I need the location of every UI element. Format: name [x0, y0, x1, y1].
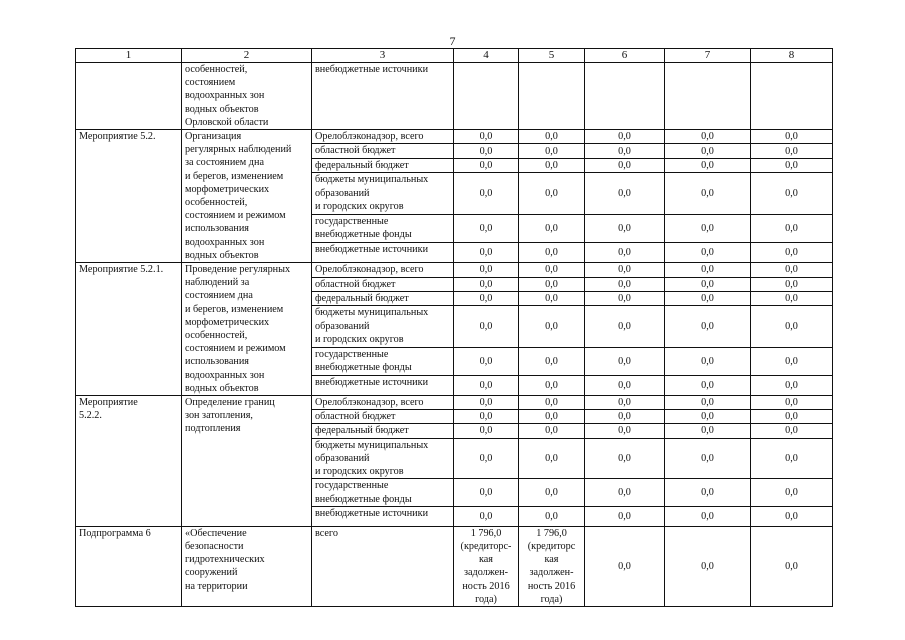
funding-source: государственные внебюджетные фонды — [312, 214, 454, 242]
value-cell: 0,0 — [454, 158, 519, 172]
subprogram-name: Подпрограмма 6 — [76, 526, 182, 606]
value-cell: 0,0 — [751, 291, 833, 305]
value-cell: 0,0 — [665, 396, 751, 410]
funding-source: бюджеты муниципальных образований и городских округов — [312, 173, 454, 214]
value-cell: 0,0 — [585, 130, 665, 144]
value-cell: 0,0 — [519, 424, 585, 438]
value-cell: 0,0 — [585, 277, 665, 291]
continuation-description: особенностей, состоянием водоохранных зон водных объектов Орловской области — [182, 63, 312, 130]
value-cell: 0,0 — [751, 506, 833, 526]
value-cell: 0,0 — [585, 347, 665, 375]
value-cell: 0,0 — [585, 306, 665, 347]
subprogram-value-5: 1 796,0 (кредиторс кая задолжен- ность 2016 года) — [519, 526, 585, 606]
value-cell: 0,0 — [585, 242, 665, 262]
value-cell: 0,0 — [585, 506, 665, 526]
value-cell: 0,0 — [585, 158, 665, 172]
funding-source: государственные внебюджетные фонды — [312, 347, 454, 375]
value-cell: 0,0 — [751, 277, 833, 291]
value-cell: 0,0 — [665, 277, 751, 291]
value-cell: 0,0 — [454, 347, 519, 375]
value-cell: 0,0 — [519, 396, 585, 410]
empty-cell — [454, 63, 519, 130]
value-cell: 0,0 — [519, 130, 585, 144]
value-cell: 0,0 — [519, 214, 585, 242]
value-cell: 0,0 — [454, 396, 519, 410]
continuation-source: внебюджетные источники — [312, 63, 454, 130]
value-cell: 0,0 — [454, 506, 519, 526]
value-cell: 0,0 — [585, 375, 665, 395]
value-cell: 0,0 — [585, 173, 665, 214]
funding-source: областной бюджет — [312, 410, 454, 424]
value-cell: 0,0 — [519, 306, 585, 347]
subprogram-value-4: 1 796,0 (кредиторс- кая задолжен- ность 2016 года) — [454, 526, 519, 606]
header-col-1: 1 — [76, 49, 182, 63]
value-cell: 0,0 — [665, 479, 751, 506]
empty-cell — [519, 63, 585, 130]
value-cell: 0,0 — [519, 291, 585, 305]
value-cell: 0,0 — [751, 396, 833, 410]
funding-source: федеральный бюджет — [312, 158, 454, 172]
value-cell: 0,0 — [665, 306, 751, 347]
value-cell: 0,0 — [519, 506, 585, 526]
table-row — [76, 263, 833, 277]
table-row — [76, 396, 833, 410]
value-cell: 0,0 — [454, 424, 519, 438]
value-cell: 0,0 — [454, 479, 519, 506]
value-cell: 0,0 — [585, 144, 665, 158]
continuation-row — [76, 63, 833, 130]
value-cell: 0,0 — [751, 479, 833, 506]
empty-cell — [585, 63, 665, 130]
value-cell: 0,0 — [519, 375, 585, 395]
header-col-5: 5 — [519, 49, 585, 63]
value-cell: 0,0 — [665, 424, 751, 438]
value-cell: 0,0 — [585, 410, 665, 424]
value-cell: 0,0 — [519, 263, 585, 277]
page-number: 7 — [449, 34, 456, 48]
subprogram-value-6: 0,0 — [585, 526, 665, 606]
value-cell: 0,0 — [665, 410, 751, 424]
value-cell: 0,0 — [751, 424, 833, 438]
value-cell: 0,0 — [454, 438, 519, 479]
value-cell: 0,0 — [665, 375, 751, 395]
value-cell: 0,0 — [454, 291, 519, 305]
value-cell: 0,0 — [454, 130, 519, 144]
value-cell: 0,0 — [454, 263, 519, 277]
funding-source: внебюджетные источники — [312, 506, 454, 526]
empty-cell — [751, 63, 833, 130]
measure-name: Мероприятие 5.2.2. — [76, 396, 182, 527]
funding-source: Орелоблэконадзор, всего — [312, 396, 454, 410]
funding-source: Орелоблэконадзор, всего — [312, 263, 454, 277]
value-cell: 0,0 — [751, 306, 833, 347]
value-cell: 0,0 — [519, 410, 585, 424]
value-cell: 0,0 — [751, 130, 833, 144]
value-cell: 0,0 — [454, 173, 519, 214]
value-cell: 0,0 — [519, 242, 585, 262]
funding-source: областной бюджет — [312, 144, 454, 158]
value-cell: 0,0 — [585, 438, 665, 479]
value-cell: 0,0 — [751, 158, 833, 172]
value-cell: 0,0 — [585, 479, 665, 506]
continuation-col1 — [76, 63, 182, 130]
header-col-2: 2 — [182, 49, 312, 63]
value-cell: 0,0 — [454, 410, 519, 424]
value-cell: 0,0 — [519, 144, 585, 158]
subprogram-source: всего — [312, 526, 454, 606]
value-cell: 0,0 — [454, 277, 519, 291]
header-col-6: 6 — [585, 49, 665, 63]
value-cell: 0,0 — [519, 347, 585, 375]
funding-source: внебюджетные источники — [312, 242, 454, 262]
funding-source: государственные внебюджетные фонды — [312, 479, 454, 506]
value-cell: 0,0 — [585, 424, 665, 438]
value-cell: 0,0 — [665, 242, 751, 262]
value-cell: 0,0 — [519, 479, 585, 506]
funding-source: областной бюджет — [312, 277, 454, 291]
measure-description: Организация регулярных наблюдений за состоянием дна и берегов, изменением морфометрических особенностей, состоянием и режимом использования водоохранных зон водных объектов — [182, 130, 312, 263]
value-cell: 0,0 — [665, 173, 751, 214]
value-cell: 0,0 — [454, 375, 519, 395]
header-col-7: 7 — [665, 49, 751, 63]
funding-source: бюджеты муниципальных образований и городских округов — [312, 306, 454, 347]
value-cell: 0,0 — [519, 438, 585, 479]
value-cell: 0,0 — [519, 173, 585, 214]
funding-source: федеральный бюджет — [312, 291, 454, 305]
measure-name: Мероприятие 5.2.1. — [76, 263, 182, 396]
value-cell: 0,0 — [454, 144, 519, 158]
value-cell: 0,0 — [665, 130, 751, 144]
value-cell: 0,0 — [585, 263, 665, 277]
table-row — [76, 130, 833, 144]
header-col-3: 3 — [312, 49, 454, 63]
value-cell: 0,0 — [751, 410, 833, 424]
value-cell: 0,0 — [665, 347, 751, 375]
value-cell: 0,0 — [751, 144, 833, 158]
value-cell: 0,0 — [751, 438, 833, 479]
empty-cell — [665, 63, 751, 130]
header-col-8: 8 — [751, 49, 833, 63]
value-cell: 0,0 — [585, 291, 665, 305]
value-cell: 0,0 — [665, 438, 751, 479]
value-cell: 0,0 — [751, 173, 833, 214]
funding-source: федеральный бюджет — [312, 424, 454, 438]
value-cell: 0,0 — [751, 242, 833, 262]
value-cell: 0,0 — [665, 263, 751, 277]
value-cell: 0,0 — [519, 277, 585, 291]
value-cell: 0,0 — [665, 506, 751, 526]
value-cell: 0,0 — [585, 214, 665, 242]
value-cell: 0,0 — [665, 214, 751, 242]
funding-source: внебюджетные источники — [312, 375, 454, 395]
value-cell: 0,0 — [454, 214, 519, 242]
value-cell: 0,0 — [665, 291, 751, 305]
budget-table — [75, 48, 833, 607]
header-row — [76, 49, 833, 63]
value-cell: 0,0 — [665, 144, 751, 158]
value-cell: 0,0 — [751, 263, 833, 277]
value-cell: 0,0 — [454, 242, 519, 262]
subprogram-row — [76, 526, 833, 606]
value-cell: 0,0 — [585, 396, 665, 410]
subprogram-value-8: 0,0 — [751, 526, 833, 606]
measure-name: Мероприятие 5.2. — [76, 130, 182, 263]
subprogram-value-7: 0,0 — [665, 526, 751, 606]
value-cell: 0,0 — [751, 347, 833, 375]
subprogram-description: «Обеспечение безопасности гидротехнических сооружений на территории — [182, 526, 312, 606]
value-cell: 0,0 — [454, 306, 519, 347]
funding-source: Орелоблэконадзор, всего — [312, 130, 454, 144]
value-cell: 0,0 — [751, 375, 833, 395]
value-cell: 0,0 — [665, 158, 751, 172]
funding-source: бюджеты муниципальных образований и городских округов — [312, 438, 454, 479]
header-col-4: 4 — [454, 49, 519, 63]
measure-description: Определение границ зон затопления, подтопления — [182, 396, 312, 527]
measure-description: Проведение регулярных наблюдений за состоянием дна и берегов, изменением морфометрических особенностей, состоянием и режимом использования водоохранных зон водных объектов — [182, 263, 312, 396]
value-cell: 0,0 — [519, 158, 585, 172]
value-cell: 0,0 — [751, 214, 833, 242]
